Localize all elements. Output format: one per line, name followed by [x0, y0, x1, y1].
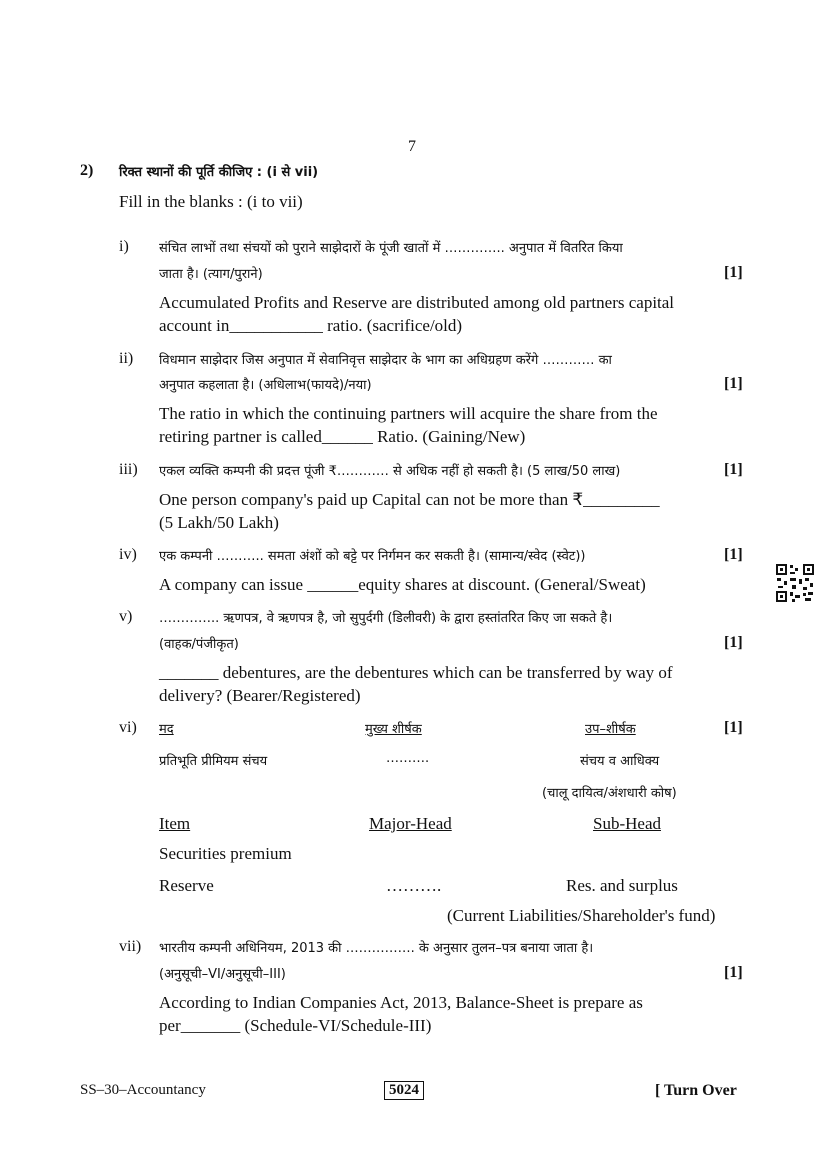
item-hindi-line: (अनुसूची–VI/अनुसूची–III) [159, 967, 286, 982]
item-hindi-line: विधमान साझेदार जिस अनुपात में सेवानिवृत्त साझेदार के भाग का अधिग्रहण करेंगे ………… का [159, 353, 612, 368]
column-header-sub-head: Sub-Head [593, 814, 661, 833]
table-cell: Securities premium [159, 844, 292, 863]
item-hindi-line: संचित लाभों तथा संचयों को पुराने साझेदारों के पूंजी खातों में ………….. अनुपात में वितरित किया [159, 241, 623, 256]
item-label: v) [119, 608, 133, 625]
column-header-item-hindi: मद [159, 722, 174, 737]
mark-badge: [1] [724, 461, 743, 478]
table-cell: संचय व आधिक्य [580, 754, 660, 769]
footer-subject: SS–30–Accountancy [80, 1082, 206, 1098]
item-english-line: retiring partner is called______ Ratio. (Gaining/New) [159, 427, 526, 446]
qr-code-icon [775, 563, 815, 603]
table-cell: प्रतिभूति प्रीमियम संचय [159, 754, 268, 769]
item-hindi-line: ………….. ऋणपत्र, वे ऋणपत्र है, जो सुपुर्दगी (डिलीवरी) के द्वारा हस्तांतरित किए जा सकते है। [159, 611, 613, 626]
question-hindi: रिक्त स्थानों की पूर्ति कीजिए : (i से vii) [119, 165, 319, 180]
turn-over-label: [ Turn Over [655, 1082, 737, 1099]
item-english-line: A company can issue ______equity shares at discount. (General/Sweat) [159, 575, 646, 594]
mark-badge: [1] [724, 719, 743, 736]
table-note: (Current Liabilities/Shareholder's fund) [447, 906, 716, 925]
table-cell: Reserve [159, 876, 214, 895]
table-note: (चालू दायित्व/अंशधारी कोष) [542, 786, 677, 801]
table-cell: Res. and surplus [566, 876, 678, 895]
item-english-line: per_______ (Schedule-VI/Schedule-III) [159, 1016, 432, 1035]
question-english: Fill in the blanks : (i to vii) [119, 192, 303, 211]
item-hindi-line: भारतीय कम्पनी अधिनियम, 2013 की ……………. के अनुसार तुलन–पत्र बनाया जाता है। [159, 941, 594, 956]
column-header-sub-head-hindi: उप–शीर्षक [585, 722, 636, 737]
table-cell: ………. [386, 876, 442, 895]
item-label: ii) [119, 350, 134, 367]
item-english-line: _______ debentures, are the debentures which can be transferred by way of [159, 663, 673, 682]
item-label: iv) [119, 546, 137, 563]
question-number: 2) [80, 162, 94, 179]
mark-badge: [1] [724, 634, 743, 651]
mark-badge: [1] [724, 375, 743, 392]
item-label: i) [119, 238, 129, 255]
column-header-item: Item [159, 814, 191, 833]
item-english-line: (5 Lakh/50 Lakh) [159, 513, 279, 532]
item-english-line: Accumulated Profits and Reserve are distributed among old partners capital [159, 293, 675, 312]
paper-code-box: 5024 [384, 1081, 424, 1100]
item-english-line: delivery? (Bearer/Registered) [159, 686, 361, 705]
item-english-line: One person company's paid up Capital can not be more than ₹_________ [159, 490, 660, 509]
item-label: vi) [119, 719, 137, 736]
item-english-line: account in___________ ratio. (sacrifice/old) [159, 316, 463, 335]
item-hindi-line: अनुपात कहलाता है। (अधिलाभ(फायदे)/नया) [159, 378, 372, 393]
item-hindi-line: जाता है। (त्याग/पुराने) [159, 267, 263, 282]
item-hindi-line: एकल व्यक्ति कम्पनी की प्रदत्त पूंजी ₹………… से अधिक नहीं हो सकती है। (5 लाख/50 लाख) [159, 464, 621, 479]
item-label: iii) [119, 461, 138, 478]
mark-badge: [1] [724, 964, 743, 981]
mark-badge: [1] [724, 546, 743, 563]
table-cell: ………. [386, 751, 430, 766]
item-english-line: The ratio in which the continuing partners will acquire the share from the [159, 404, 658, 423]
item-hindi-line: एक कम्पनी ……….. समता अंशों को बट्टे पर निर्गमन कर सकती है। (सामान्य/स्वेद (स्वेट)) [159, 549, 586, 564]
column-header-major-head-hindi: मुख्य शीर्षक [365, 722, 422, 737]
item-hindi-line: (वाहक/पंजीकृत) [159, 637, 239, 652]
page-number: 7 [408, 138, 416, 155]
item-english-line: According to Indian Companies Act, 2013, Balance-Sheet is prepare as [159, 993, 643, 1012]
item-label: vii) [119, 938, 142, 955]
mark-badge: [1] [724, 264, 743, 281]
column-header-major-head: Major-Head [369, 814, 452, 833]
